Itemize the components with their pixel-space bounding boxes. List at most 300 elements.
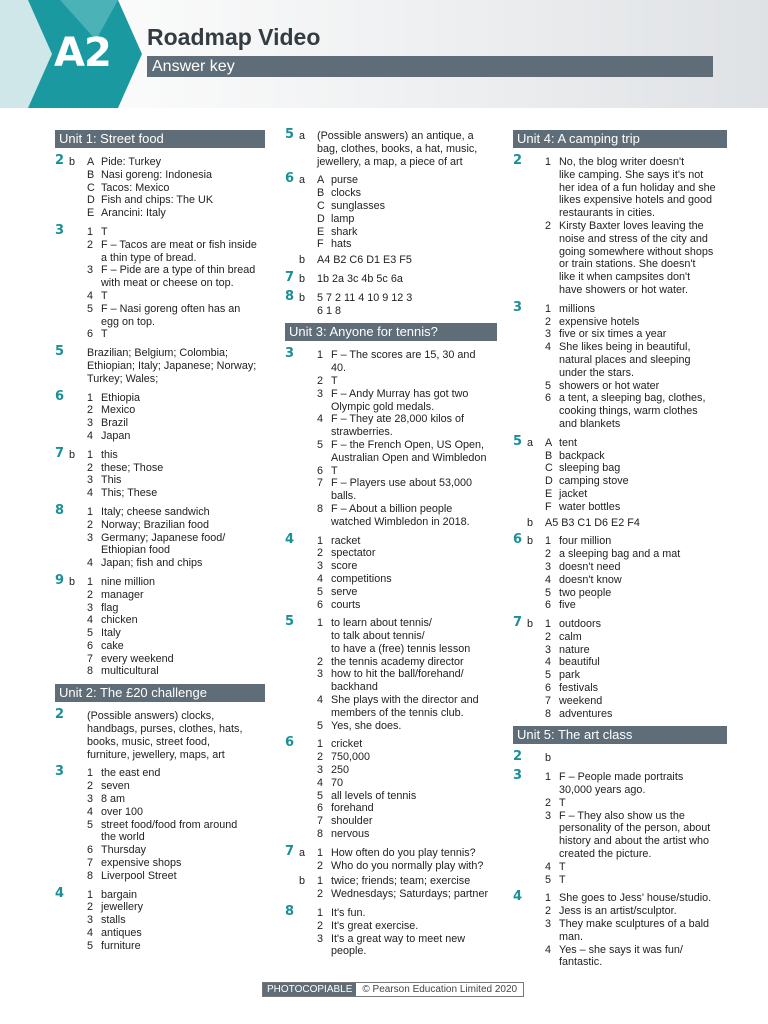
answer-item [87, 417, 265, 430]
exercise-number: 7 [513, 615, 523, 631]
answer-text: egg on top. [101, 315, 156, 328]
answer-text: nervous [331, 828, 370, 841]
answer-item [317, 226, 497, 239]
answer-item [317, 130, 497, 168]
answer-text: Ethiopian food [101, 544, 171, 557]
answer-text: clocks [331, 187, 361, 200]
answer-key: 7 [317, 477, 324, 490]
exercise-number: 8 [285, 288, 295, 304]
answer-text: a tent, a sleeping bag, clothes, [559, 392, 706, 405]
answer-text: T [101, 289, 108, 302]
answer-item [87, 182, 265, 195]
answer-key: 4 [545, 341, 552, 354]
answer-text: How often do you play tennis? [331, 846, 476, 859]
answer-key: 1 [545, 771, 552, 784]
answer-key: 2 [545, 905, 552, 918]
answer-key: 5 [545, 586, 552, 599]
answer-key: C [87, 181, 95, 194]
answer-list [317, 738, 497, 840]
answer-item [317, 933, 497, 959]
answer-text: It's a great way to meet new [331, 932, 466, 945]
exercise-number: 5 [285, 614, 295, 630]
answer-text: manager [101, 588, 144, 601]
exercise [55, 445, 265, 500]
answer-item [87, 767, 265, 780]
answer-item [545, 797, 727, 810]
section-heading: Unit 4: A camping trip [513, 130, 727, 148]
answer-list [87, 767, 265, 882]
answer-text: a thin type of bread. [101, 251, 197, 264]
exercise [285, 346, 497, 528]
answer-item [545, 587, 727, 600]
part-label: b [299, 272, 306, 285]
exercise-number: 7 [285, 843, 295, 859]
answer-item [87, 487, 265, 500]
answer-item [545, 631, 727, 644]
answer-list [87, 347, 265, 385]
exercise-number: 3 [513, 768, 523, 784]
answer-key: 3 [317, 668, 324, 681]
answer-text: shark [331, 225, 358, 238]
answer-item [87, 264, 265, 290]
answer-text: four million [559, 535, 612, 548]
answer-text: bargain [101, 888, 138, 901]
answer-key: 1 [317, 534, 324, 547]
answer-text: This [101, 474, 122, 487]
answer-key: 1 [317, 875, 324, 888]
answer-item [317, 573, 497, 586]
answer-key: 3 [545, 918, 552, 931]
footer [262, 982, 524, 997]
exercise-part [285, 254, 497, 267]
answer-key: 2 [545, 315, 552, 328]
answer-item [87, 430, 265, 443]
exercise-part [285, 269, 497, 286]
answer-text: Japan [101, 429, 131, 442]
page-subtitle: Answer key [147, 56, 713, 77]
answer-item [87, 889, 265, 902]
answer-text: doesn't need [559, 560, 621, 573]
answer-key: 4 [545, 573, 552, 586]
answer-item [87, 914, 265, 927]
answer-text: bag, clothes, books, a hat, music, [317, 142, 478, 155]
answer-key: 1 [317, 846, 324, 859]
answer-text: A4 B2 C6 D1 E3 F5 [317, 254, 412, 267]
answer-item [87, 347, 265, 385]
answer-key: 8 [545, 707, 552, 720]
answer-item [87, 404, 265, 417]
exercise-part [285, 904, 497, 958]
answer-text: Jess is an artist/sculptor. [559, 905, 677, 918]
exercise [55, 707, 265, 761]
answer-text: with meat or cheese on top. [101, 277, 234, 290]
answer-item [545, 905, 727, 918]
answer-item [317, 860, 497, 873]
answer-text: or train stations. She doesn't [559, 258, 696, 271]
answer-key: 5 [545, 379, 552, 392]
answer-key: 4 [317, 694, 324, 707]
answer-item [545, 918, 727, 944]
answer-item [545, 303, 727, 316]
exercise-number: 8 [55, 502, 65, 518]
answer-list [87, 226, 265, 341]
exercise [513, 153, 727, 297]
answer-key: 4 [87, 487, 94, 500]
answer-key: F [545, 500, 552, 513]
exercise-part [513, 532, 727, 612]
answer-list [87, 449, 265, 500]
answer-text: 30,000 years ago. [559, 784, 646, 797]
exercise-part [285, 843, 497, 873]
page-title: Roadmap Video [147, 24, 321, 50]
exercise [513, 749, 727, 765]
answer-text: 250 [331, 764, 350, 777]
exercise-number: 2 [513, 153, 523, 168]
answer-list [545, 771, 727, 886]
answer-item [317, 292, 497, 318]
answer-item [87, 665, 265, 678]
answer-text: Norway; Brazilian food [101, 518, 210, 531]
answer-text: park [559, 669, 581, 682]
exercise [513, 768, 727, 886]
answer-key: 7 [87, 857, 94, 870]
answer-text: five [559, 599, 576, 612]
answer-item [317, 535, 497, 548]
answer-key: 1 [317, 617, 324, 630]
exercise [285, 614, 497, 732]
answer-item [317, 238, 497, 251]
answer-item [317, 888, 497, 901]
answer-key: D [317, 212, 325, 225]
answer-key: 4 [87, 429, 94, 442]
answer-key: 5 [87, 627, 94, 640]
answer-text: F – About a billion people [331, 502, 453, 515]
answer-text: members of the tennis club. [331, 706, 464, 719]
answer-text: Nasi goreng: Indonesia [101, 168, 213, 181]
answer-text: festivals [559, 682, 599, 695]
answer-key: 6 [87, 639, 94, 652]
answer-key: A [317, 174, 325, 187]
answer-key: A [545, 436, 553, 449]
exercise-part [285, 614, 497, 732]
answer-text: multicultural [101, 665, 159, 678]
answer-text: (Possible answers) an antique, a [317, 130, 474, 142]
answer-item [87, 589, 265, 602]
answer-key: 4 [317, 776, 324, 789]
column-1 [55, 130, 265, 959]
answer-text: expensive shops [101, 857, 182, 870]
exercise-part [513, 889, 727, 969]
part-label: b [69, 575, 76, 588]
answer-text: flag [101, 601, 119, 614]
answer-list [87, 506, 265, 570]
answer-key: 4 [87, 557, 94, 570]
answer-key: 4 [545, 860, 552, 873]
answer-item [87, 857, 265, 870]
section-heading: Unit 3: Anyone for tennis? [285, 323, 497, 341]
answer-key: 4 [87, 927, 94, 940]
answer-key: 4 [87, 805, 94, 818]
exercise [55, 388, 265, 443]
answer-key: 6 [87, 844, 94, 857]
answer-key: 4 [545, 656, 552, 669]
answer-item [545, 599, 727, 612]
answer-text: cooking things, warm clothes [559, 405, 698, 418]
answer-item [317, 802, 497, 815]
answer-key: D [87, 194, 95, 207]
answer-item [87, 640, 265, 653]
answer-text: antiques [101, 927, 142, 940]
answer-text: Italy [101, 627, 121, 640]
column-3 [513, 130, 727, 975]
photocopiable-label: PHOTOCOPIABLE [263, 983, 356, 996]
answer-list [87, 156, 265, 220]
answer-text: Yes – she says it was fun/ [559, 943, 683, 956]
exercise-number: 4 [513, 889, 523, 905]
part-label: b [69, 156, 76, 168]
answer-list [87, 392, 265, 443]
answer-item [317, 547, 497, 560]
answer-item [545, 771, 727, 797]
answer-key: 2 [317, 547, 324, 560]
answer-key: 5 [545, 873, 552, 886]
answer-key: E [87, 207, 95, 220]
answer-item [317, 907, 497, 920]
answer-text: strawberries. [331, 426, 393, 439]
answer-item [317, 920, 497, 933]
answer-item [317, 828, 497, 841]
answer-key: 4 [317, 413, 324, 426]
answer-text: Yes, she does. [331, 719, 402, 732]
answer-item [317, 560, 497, 573]
exercise-part [513, 433, 727, 514]
answer-item [545, 475, 727, 488]
answer-list [545, 892, 727, 969]
answer-key: 4 [317, 572, 324, 585]
answer-list [317, 907, 497, 958]
answer-text: to talk about tennis/ [331, 630, 425, 643]
answer-text: Olympic gold medals. [331, 400, 435, 413]
answer-text: millions [559, 302, 595, 315]
answer-text: all levels of tennis [331, 789, 417, 802]
exercise-number: 6 [513, 532, 523, 548]
exercise-part [285, 531, 497, 612]
answer-text: Thursday [101, 844, 147, 857]
answer-key: 3 [545, 560, 552, 573]
exercise-number: 2 [55, 153, 65, 168]
answer-key: 1 [545, 535, 552, 548]
answer-text: street food/food from around [101, 818, 238, 831]
answer-list [317, 174, 497, 251]
answer-text: F – People made portraits [559, 771, 684, 784]
answer-item [545, 316, 727, 329]
answer-key: 1 [87, 391, 94, 404]
exercise-number: 2 [513, 749, 523, 765]
answer-item [87, 474, 265, 487]
answer-text: Japan; fish and chips [101, 557, 203, 570]
exercise-part [285, 288, 497, 318]
answer-text: twice; friends; team; exercise [331, 875, 471, 888]
answer-key: 1 [87, 448, 94, 461]
answer-key: 6 [317, 464, 324, 477]
answer-item [317, 764, 497, 777]
answer-text: seven [101, 780, 130, 793]
exercise-part [55, 707, 265, 761]
answer-text: backpack [559, 449, 605, 462]
answer-text: two people [559, 586, 612, 599]
answer-text: five or six times a year [559, 328, 667, 341]
answer-key: 2 [317, 374, 324, 387]
answer-key: 4 [87, 614, 94, 627]
answer-key: 2 [545, 548, 552, 561]
answer-item [545, 392, 727, 430]
exercise-part [513, 517, 727, 530]
answer-text: Fish and chips: The UK [101, 194, 214, 207]
answer-text: books, music, street food, [87, 735, 211, 748]
exercise-part [55, 764, 265, 882]
answer-key: 5 [317, 585, 324, 598]
answer-item [87, 290, 265, 303]
answer-key: 2 [317, 919, 324, 932]
answer-item [87, 870, 265, 883]
answer-item [545, 380, 727, 393]
answer-item [317, 200, 497, 213]
answer-item [87, 940, 265, 953]
answer-text: F – Nasi goreng often has an [101, 302, 241, 315]
answer-item [87, 392, 265, 405]
answer-item [545, 861, 727, 874]
answer-text: 6 1 8 [317, 304, 342, 317]
part-label: b [527, 535, 534, 548]
answer-text: watched Wimbledon in 2018. [331, 515, 470, 528]
answer-key: 8 [87, 665, 94, 678]
answer-item [545, 682, 727, 695]
answer-text: nine million [101, 575, 156, 588]
answer-item [545, 752, 727, 765]
exercise-part [285, 127, 497, 168]
answer-text: calm [559, 630, 582, 643]
answer-key: 1 [87, 225, 94, 238]
answer-key: 6 [545, 392, 552, 405]
answer-text: a sleeping bag and a mat [559, 548, 681, 561]
exercise-number: 3 [55, 222, 65, 238]
answer-text: under the stars. [559, 366, 635, 379]
answer-text: F – Andy Murray has got two [331, 387, 469, 400]
answer-key: 2 [545, 796, 552, 809]
answer-item [317, 790, 497, 803]
answer-text: Brazil [101, 417, 128, 430]
answer-item [317, 777, 497, 790]
answer-key: 1 [545, 156, 552, 168]
answer-key: 7 [317, 815, 324, 828]
answer-list [317, 349, 497, 528]
answer-text: She likes being in beautiful, [559, 341, 691, 354]
part-label: b [299, 875, 306, 888]
exercise [285, 843, 497, 901]
answer-item [87, 328, 265, 341]
exercise-part [55, 445, 265, 500]
answer-item [87, 506, 265, 519]
answer-item [545, 341, 727, 379]
answer-item [87, 207, 265, 220]
answer-item [545, 220, 727, 297]
answer-text: Ethiopia [101, 391, 141, 404]
answer-key: 1 [545, 302, 552, 315]
answer-text: This; These [101, 487, 158, 500]
answer-item [317, 656, 497, 669]
answer-key: 1 [87, 575, 94, 588]
answer-text: weekend [559, 694, 603, 707]
answer-text: F – Players use about 53,000 [331, 477, 473, 490]
answer-item [545, 695, 727, 708]
answer-text: camping stove [559, 475, 629, 488]
exercise-part [285, 171, 497, 251]
exercise-part [55, 222, 265, 341]
answer-text: 8 am [101, 793, 126, 806]
answer-key: 3 [87, 264, 94, 277]
answer-key: 3 [87, 531, 94, 544]
answer-item [87, 532, 265, 558]
answer-item [317, 187, 497, 200]
section-heading: Unit 2: The £20 challenge [55, 684, 265, 702]
answer-item [317, 413, 497, 439]
answer-key: 2 [87, 901, 94, 914]
answer-text: 40. [331, 362, 347, 375]
answer-text: the world [101, 831, 145, 844]
answer-text: lamp [331, 212, 355, 225]
answer-list [87, 710, 265, 761]
answer-item [545, 535, 727, 548]
answer-text: jewellery, a map, a piece of art [317, 155, 463, 168]
answer-key: 8 [317, 502, 324, 515]
exercise [55, 885, 265, 953]
answer-item [545, 561, 727, 574]
exercise-number: 5 [513, 433, 523, 449]
exercise [55, 344, 265, 385]
answer-key: 1 [87, 888, 94, 901]
answer-list [87, 576, 265, 678]
exercise-number: 8 [285, 904, 295, 920]
answer-text: history and about the artist who [559, 835, 710, 848]
answer-key: 3 [87, 914, 94, 927]
answer-text: backhand [331, 681, 378, 694]
answer-item [87, 793, 265, 806]
answer-key: C [545, 462, 553, 475]
answer-text: nature [559, 643, 590, 656]
answer-text: furniture, jewellery, maps, art [87, 748, 225, 761]
answer-text: T [559, 796, 566, 809]
answer-text: the tennis academy director [331, 655, 464, 668]
answer-list [545, 618, 727, 720]
exercise-part [55, 502, 265, 570]
answer-key: 6 [545, 599, 552, 612]
answer-key: 3 [545, 643, 552, 656]
answer-text: F – Tacos are meat or fish inside [101, 238, 257, 251]
exercise [513, 532, 727, 612]
exercise-number: 6 [55, 388, 65, 404]
answer-text: competitions [331, 572, 392, 585]
answer-key: 3 [317, 932, 324, 945]
answer-list [317, 292, 497, 318]
answer-key: 1 [317, 738, 324, 751]
answer-text: Liverpool Street [101, 869, 177, 882]
answer-item [545, 708, 727, 721]
answer-text: A5 B3 C1 D6 E2 F4 [545, 516, 640, 529]
exercise-part [513, 299, 727, 431]
answer-key: B [317, 187, 325, 200]
answer-key: 5 [317, 789, 324, 802]
answer-key: 2 [87, 780, 94, 793]
